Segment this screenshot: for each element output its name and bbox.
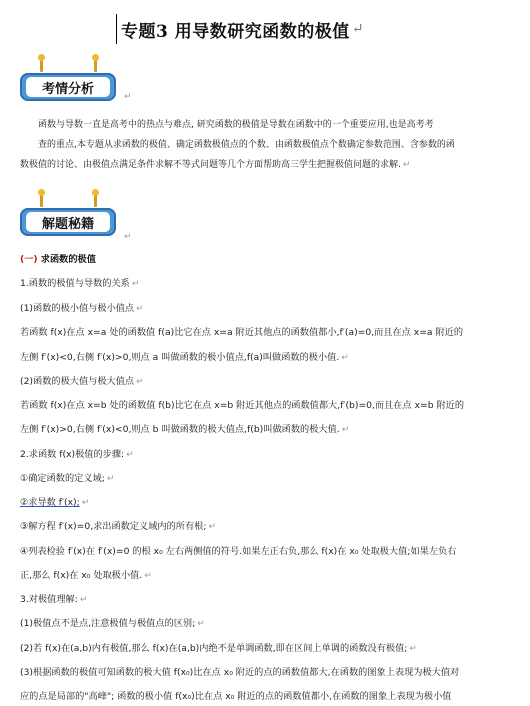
pin-icon [94, 58, 97, 72]
text-line: 若函数 f(x)在点 x=a 处的函数值 f(a)比它在点 x=a 附近其他点的函数值都小,f′(a)=0,而且在点 x=a 附近的 [20, 327, 464, 338]
badge-label: 解题秘籍 [26, 212, 110, 232]
title-text: 专题3 用导数研究函数的极值 [121, 21, 350, 42]
section-badge-analysis [20, 73, 116, 101]
intro-line: 查的重点,本专题从求函数的极值、确定函数极值点的个数、由函数极值点个数确定参数范围、含参数的函 [38, 140, 455, 150]
paragraph-mark-icon: ↵ [124, 232, 132, 242]
text-line: (1)函数的极小值与极小值点 ↵ [20, 303, 144, 314]
text-line: ①确定函数的定义域; ↵ [20, 473, 115, 484]
text-line: ③解方程 f′(x)=0,求出函数定义域内的所有根; ↵ [20, 521, 217, 532]
badge-label: 考情分析 [26, 77, 110, 97]
document-title [116, 14, 364, 44]
text-line: 正,那么 f(x)在 x₀ 处取极小值. ↵ [20, 570, 152, 581]
text-line: 若函数 f(x)在点 x=b 处的函数值 f(b)比它在点 x=b 附近其他点的函数值都大,f′(b)=0,而且在点 x=b 附近的 [20, 400, 465, 411]
text-line: 左侧 f′(x)>0,右侧 f′(x)<0,则点 b 叫做函数的极大值点,f(b)叫做函数的极大值. ↵ [20, 424, 350, 435]
pin-icon [40, 193, 43, 207]
text-line: (2)函数的极大值与极大值点 ↵ [20, 376, 144, 387]
text-line: 应的点是局部的"高峰"; 函数的极小值 f(x₀)比在点 x₀ 附近的点的函数值都小,在函数的图象上表现为极小值 [20, 691, 452, 702]
section-heading: (一) 求函数的极值 [20, 254, 96, 265]
text-line: 左侧 f′(x)<0,右侧 f′(x)>0,则点 a 叫做函数的极小值点,f(a)叫做函数的极小值. ↵ [20, 352, 349, 363]
text-line: 1.函数的极值与导数的关系 ↵ [20, 278, 140, 289]
text-line: 3.对极值理解: ↵ [20, 594, 88, 605]
text-line: (1)极值点不是点,注意极值与极值点的区别; ↵ [20, 618, 205, 629]
intro-paragraph [20, 115, 508, 175]
pin-icon [40, 58, 43, 72]
pin-icon [94, 193, 97, 207]
text-line: ④列表检验 f′(x)在 f′(x)=0 的根 x₀ 左右两侧值的符号.如果左正右负,那么 f(x)在 x₀ 处取极大值;如果左负右 [20, 546, 457, 557]
text-line: 2.求函数 f(x)极值的步骤: ↵ [20, 449, 134, 460]
intro-line: 函数与导数一直是高考中的热点与难点, 研究函数的极值是导数在函数中的一个重要应用,也是高考考 [38, 120, 434, 130]
text-line: ②求导数 f′(x); ↵ [20, 497, 90, 508]
section-badge-secrets [20, 208, 116, 236]
paragraph-mark-icon: ↵ [124, 92, 132, 102]
intro-line: 数极值的讨论、由极值点满足条件求解不等式问题等几个方面帮助高三学生把握极值问题的求解. ↵ [20, 160, 411, 170]
text-line: (3)根据函数的极值可知函数的极大值 f(x₀)比在点 x₀ 附近的点的函数值都大,在函数的图象上表现为极大值对 [20, 667, 460, 678]
text-line: (2)若 f(x)在(a,b)内有极值,那么 f(x)在(a,b)内绝不是单调函数,即在区间上单调的函数没有极值; ↵ [20, 643, 417, 654]
paragraph-mark-icon: ↵ [351, 21, 364, 37]
